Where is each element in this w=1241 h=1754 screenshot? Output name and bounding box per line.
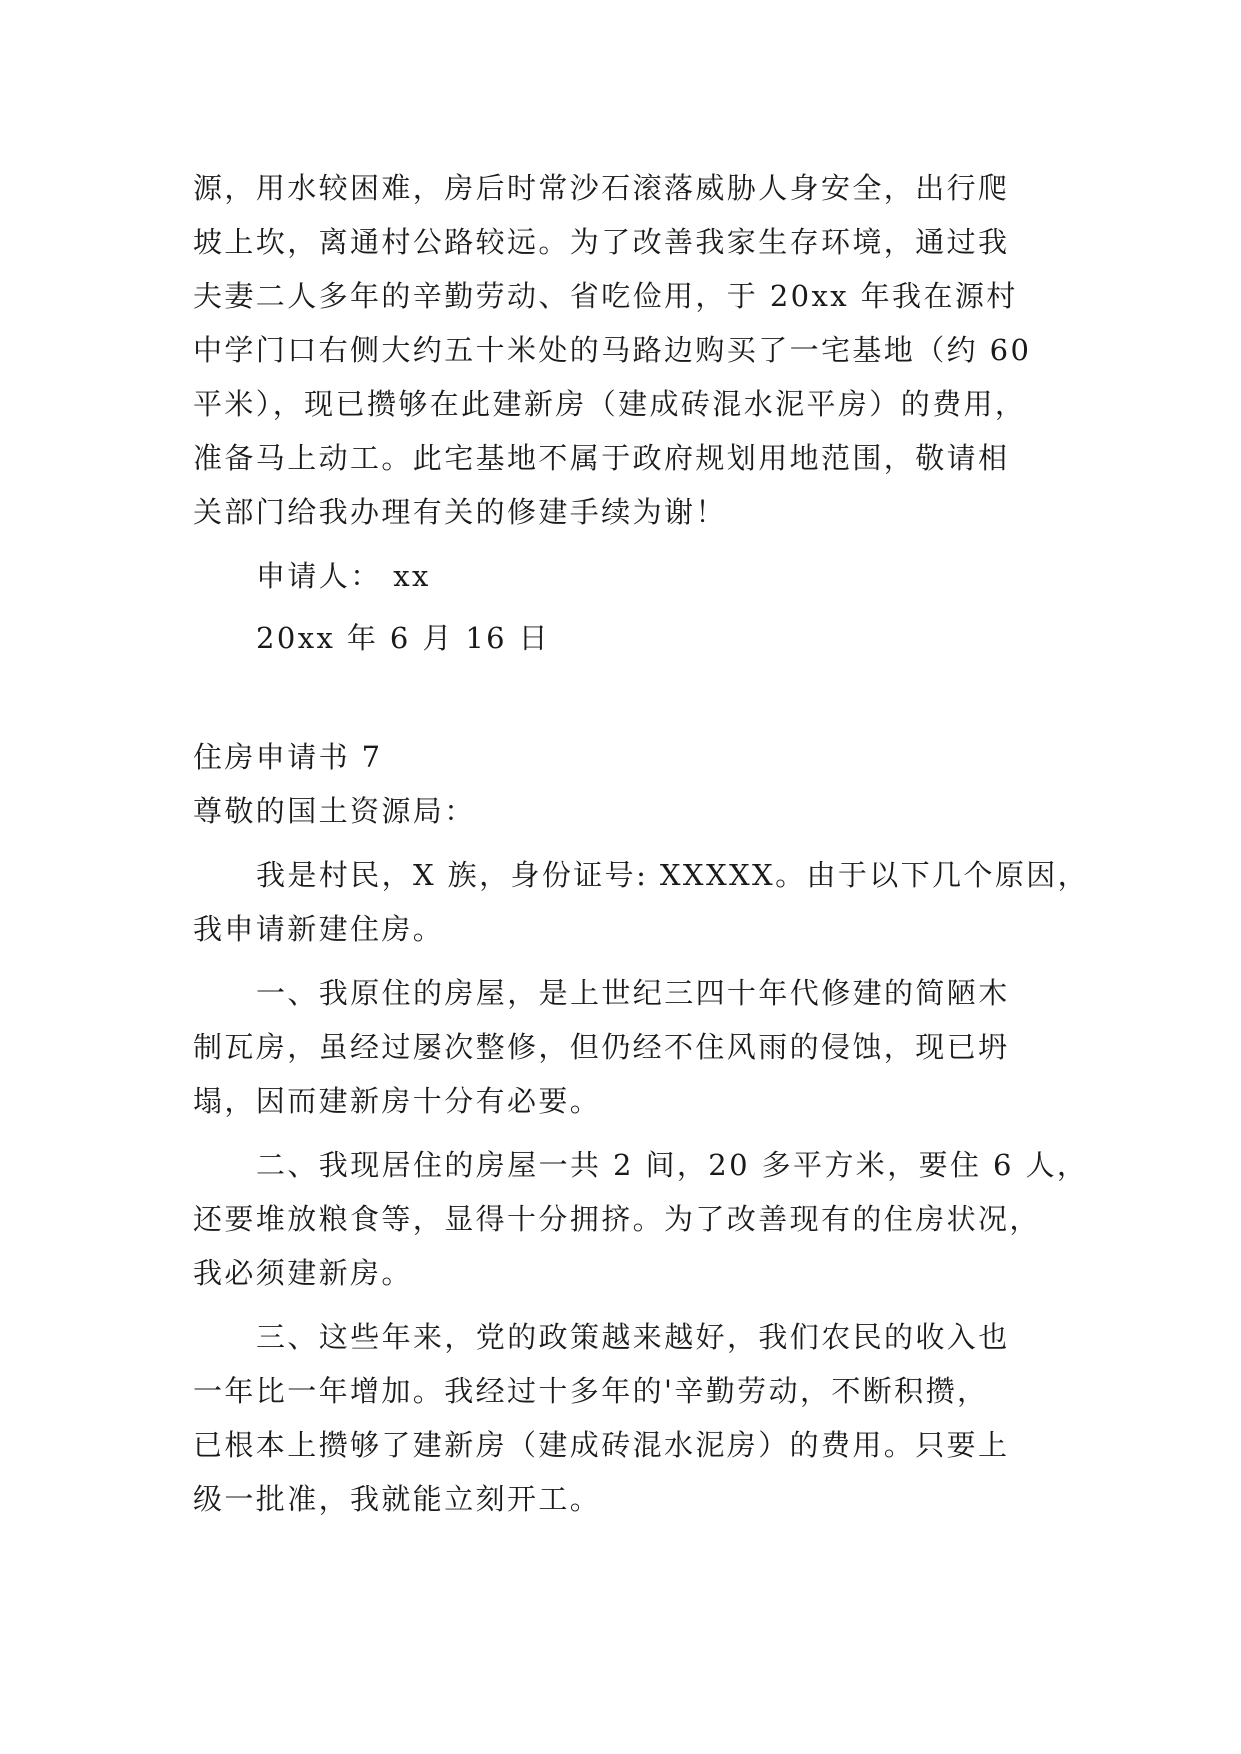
paragraph-line: 源，用水较困难，房后时常沙石滚落威胁人身安全，出行爬	[193, 171, 1010, 205]
paragraph-line: 级一批准，我就能立刻开工。	[193, 1482, 602, 1516]
paragraph-line: 平米），现已攒够在此建新房（建成砖混水泥平房）的费用，	[193, 387, 1027, 421]
paragraph-line: 三、这些年来，党的政策越来越好，我们农民的收入也	[256, 1320, 1010, 1354]
paragraph-line: 坡上坎，离通村公路较远。为了改善我家生存环境，通过我	[193, 225, 1010, 259]
paragraph-line: 还要堆放粮食等，显得十分拥挤。为了改善现有的住房状况，	[193, 1202, 1041, 1236]
paragraph-line: 一、我原住的房屋，是上世纪三四十年代修建的简陋木	[256, 976, 1010, 1010]
paragraph-line: 我必须建新房。	[193, 1256, 413, 1290]
paragraph-line: 我申请新建住房。	[193, 912, 445, 946]
paragraph-line: 夫妻二人多年的辛勤劳动、省吃俭用，于 20xx 年我在源村	[193, 279, 1018, 313]
paragraph-line: 中学门口右侧大约五十米处的马路边购买了一宅基地（约 60	[193, 333, 1032, 367]
paragraph-line: 我是村民，X 族，身份证号: XXXXX。由于以下几个原因，	[256, 858, 1090, 892]
salutation: 尊敬的国土资源局：	[193, 794, 476, 828]
paragraph-line: 关部门给我办理有关的修建手续为谢！	[193, 495, 727, 529]
applicant-signature: 申请人： xx	[256, 559, 431, 593]
signature-date: 20xx 年 6 月 16 日	[256, 621, 551, 655]
paragraph-line: 塌，因而建新房十分有必要。	[193, 1084, 602, 1118]
paragraph-line: 一年比一年增加。我经过十多年的'辛勤劳动，不断积攒，	[193, 1374, 989, 1408]
paragraph-line: 二、我现居住的房屋一共 2 间，20 多平方米，要住 6 人，	[256, 1148, 1089, 1182]
section-title: 住房申请书 7	[193, 740, 383, 774]
paragraph-line: 已根本上攒够了建新房（建成砖混水泥房）的费用。只要上	[193, 1428, 1010, 1462]
paragraph-line: 准备马上动工。此宅基地不属于政府规划用地范围，敬请相	[193, 441, 1010, 475]
paragraph-line: 制瓦房，虽经过屡次整修，但仍经不住风雨的侵蚀，现已坍	[193, 1030, 1010, 1064]
